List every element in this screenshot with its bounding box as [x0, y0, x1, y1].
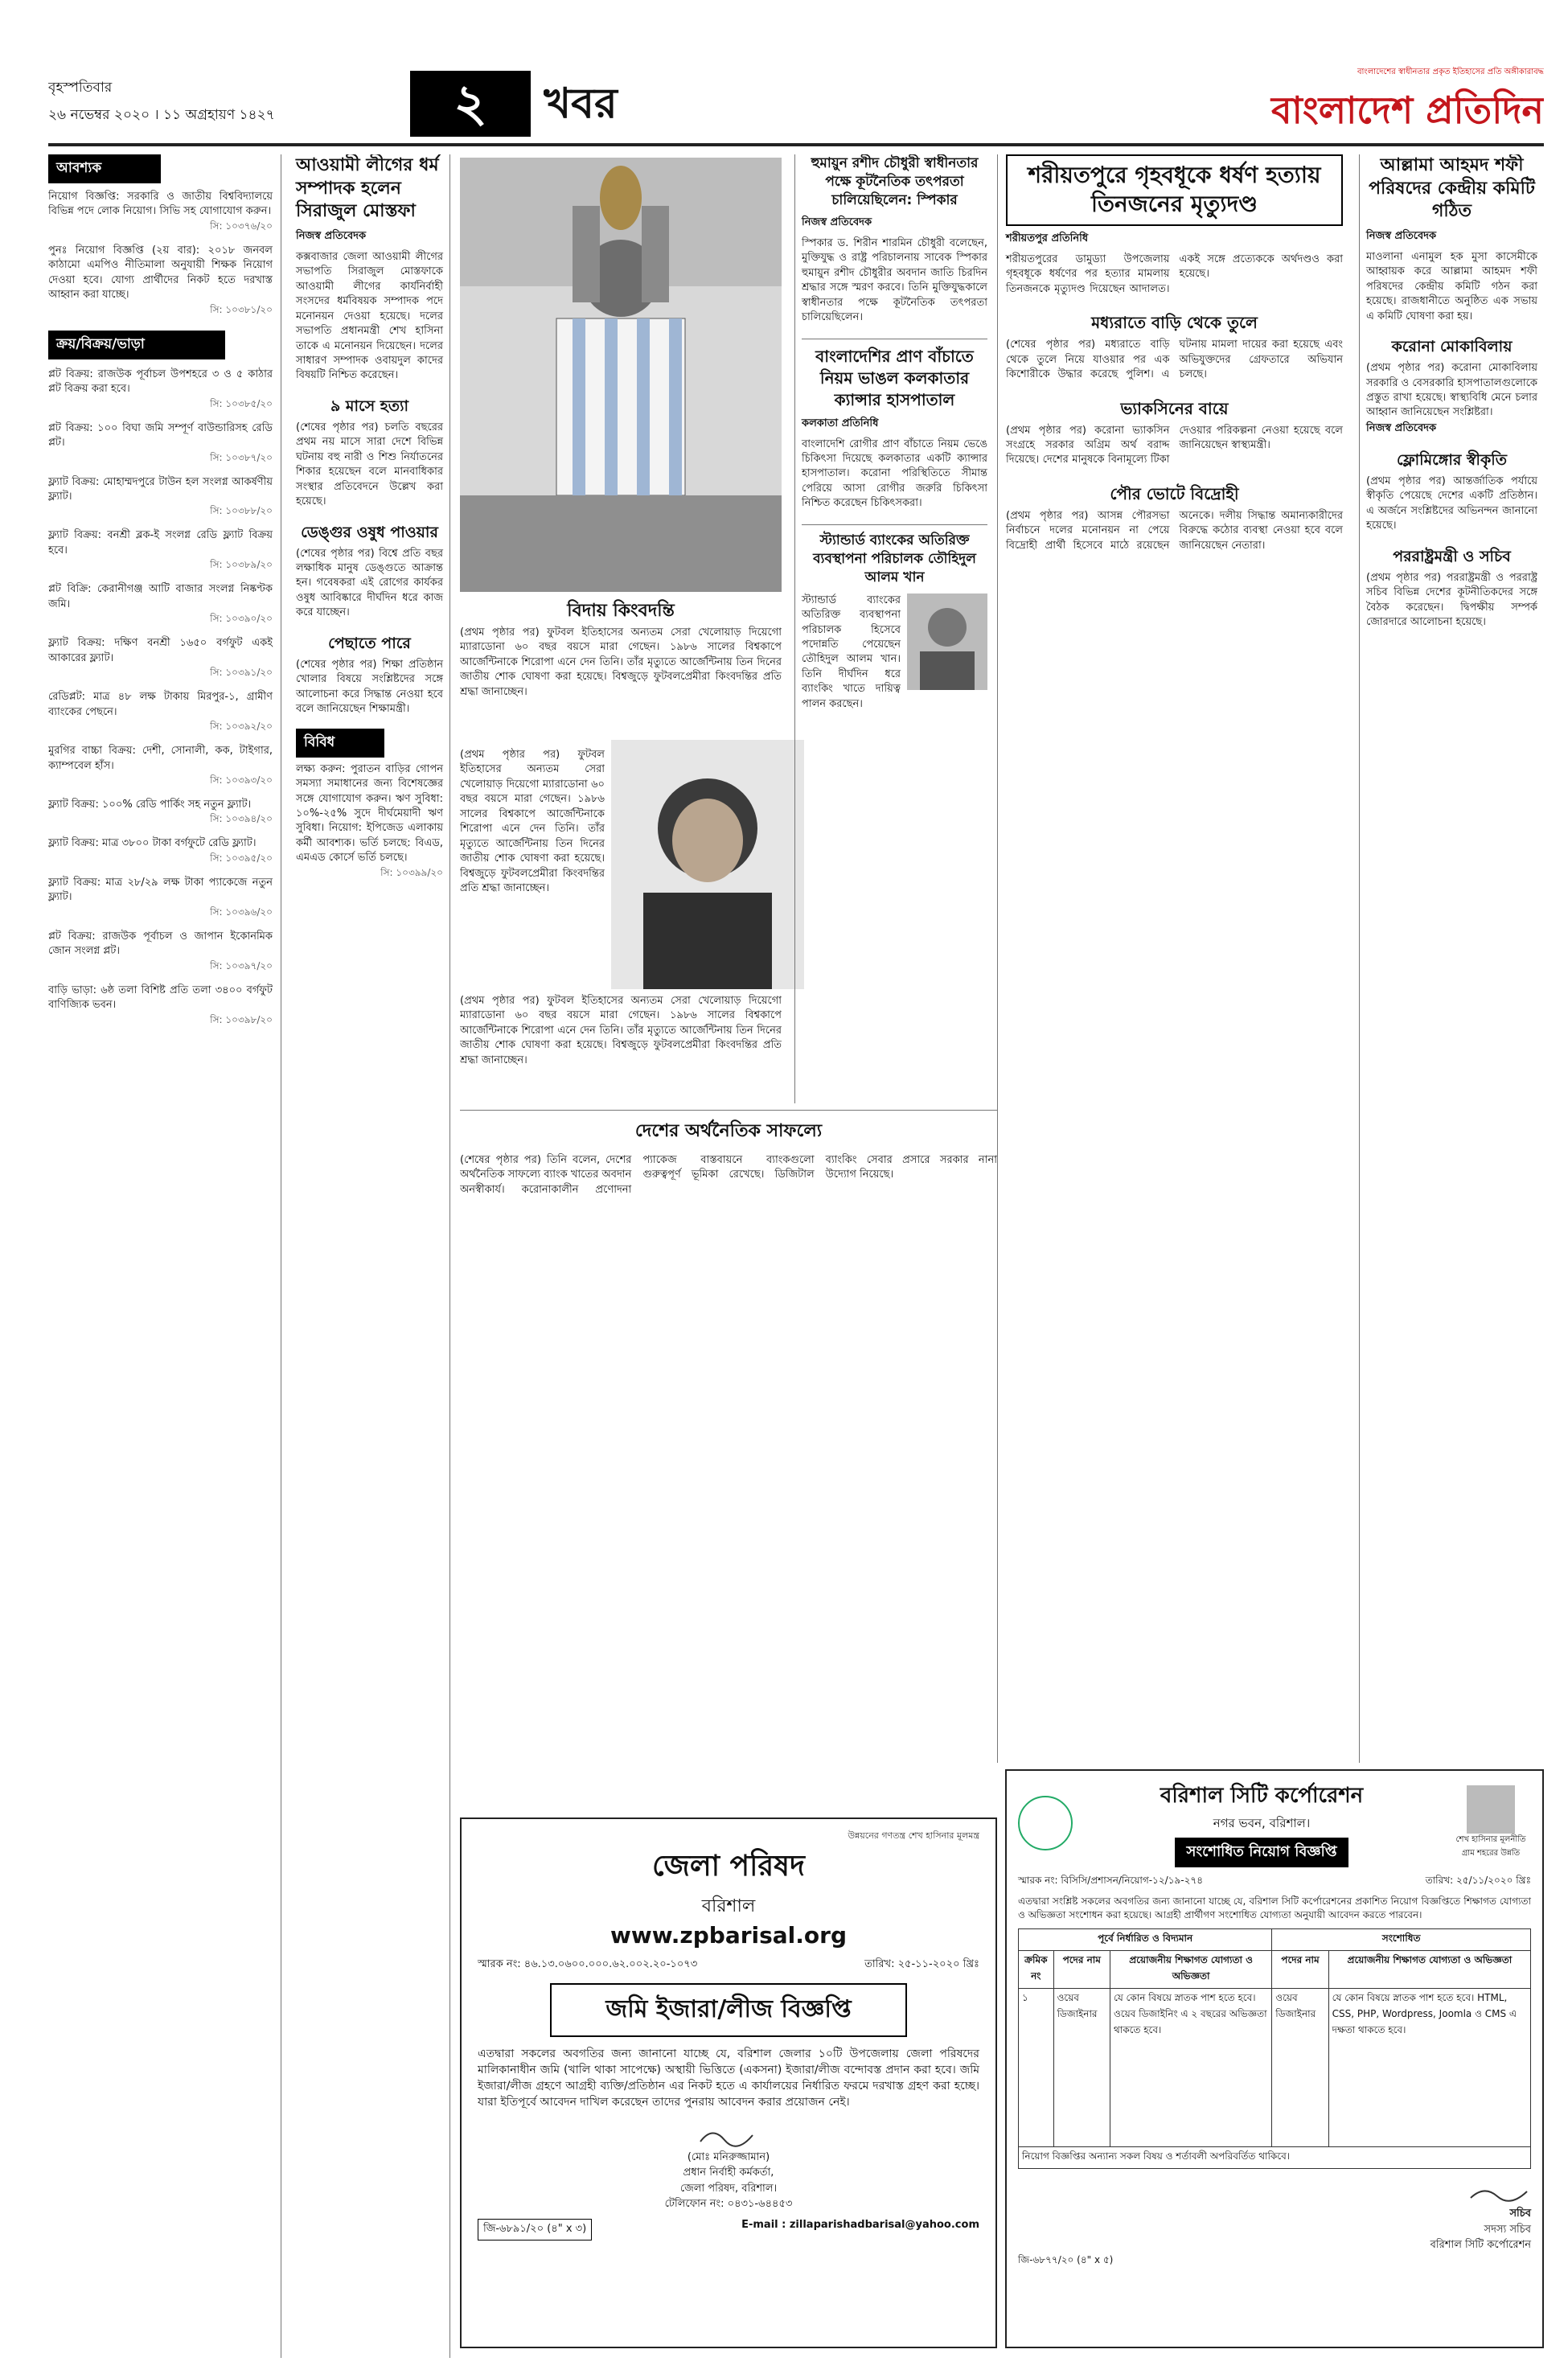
classified-job-2: পুনঃ নিয়োগ বিজ্ঞপ্তি (২য় বার): ২০১৮ জনবল কাঠামো এমপিও নীতিমালা অনুযায়ী শিক্ষক নিয়োগ দেওয়া হবে। যোগ্য প্রার্থীদের নিকট হতে দরখাস্ত আহ্বান করা যাচ্ছে। [48, 244, 273, 302]
bcc-title: বরিশাল সিটি কর্পোরেশন [1160, 1784, 1364, 1808]
bcc-row-prev: যে কোন বিষয়ে স্নাতক পাশ হতে হবে। ওয়েব ডিজাইনিং এ ২ বছরের অভিজ্ঞতা থাকতে হবে। [1110, 1989, 1271, 2147]
classified-item [48, 528, 273, 574]
classified-item [48, 930, 273, 975]
body-bibidh: লক্ষ্য করুন: পুরাতন বাড়ির গোপন সমস্যা সমাধানের জন্য বিশেষজ্ঞের সঙ্গে যোগাযোগ করুন। ঋণ সুবিধা: ১০%-২৫% সুদে দীর্ঘমেয়াদী ঋণ সুবিধা। নিয়োগ: ইপিজেড এলাকায় কর্মী আবশ্যক। ভর্তি চলছে: বিএড, এমএড কোর্সে ভর্তি চলছে। [296, 762, 443, 865]
photo-maradona-trophy [460, 158, 782, 592]
zp-title: জেলা পরিষদ [652, 1850, 805, 1883]
body-vaccine: (প্রথম পৃষ্ঠার পর) করোনা ভ্যাকসিন সংগ্রহে সরকার অগ্রিম অর্থ বরাদ্দ দিয়েছে। দেশের মানুষকে বিনামূল্যে টিকা দেওয়ার পরিকল্পনা নেওয়া হয়েছে বলে জানিয়েছেন স্বাস্থ্যমন্ত্রী। [1006, 424, 1343, 466]
classified-item-code: সি: ১০৩৯০/২০ [210, 613, 273, 625]
bcc-notice-title: সংশোধিত নিয়োগ বিজ্ঞপ্তি [1175, 1838, 1348, 1867]
headline-humayun: হুমায়ুন রশীদ চৌধুরী স্বাধীনতার পক্ষে কূটনৈতিক তৎপরতা চালিয়েছিলেন: স্পিকার [811, 155, 979, 208]
classified-item [48, 876, 273, 922]
zp-top-note: উন্নয়নের গণতন্ত্র শেখ হাসিনার মূলমন্ত্র [848, 1830, 979, 1841]
classified-header-wanted: আবশ্যক [48, 154, 161, 183]
body-humayun: স্পিকার ড. শিরীন শারমিন চৌধুরী বলেছেন, মুক্তিযুদ্ধ ও রাষ্ট্র পরিচালনায় সাবেক স্পিকার হুমায়ুন রশীদ চৌধুরীর অবদান জাতি চিরদিন শ্রদ্ধার সঙ্গে স্মরণ করবে। তিনি মুক্তিযুদ্ধকালে স্বাধীনতার পক্ষে কূটনৈতিক তৎপরতা চালিয়েছিলেন। [802, 236, 987, 324]
zp-memo-no: স্মারক নং: ৪৬.১৩.০৬০০.০০০.৬২.০০২.২০-১০৭৩ [478, 1958, 698, 1970]
bcc-table-head-new: সংশোধিত [1272, 1929, 1531, 1951]
zp-code: জি-৬৮৯১/২০ (৪" x ৩) [478, 2219, 592, 2241]
body-allama: মাওলানা এনামুল হক মুসা কাসেমীকে আহ্বায়ক করে আল্লামা আহমদ শফী পরিষদের কেন্দ্রীয় কমিটি গঠন করা হয়েছে। রাজধানীতে অনুষ্ঠিত এক সভায় এ কমিটি ঘোষণা করা হয়। [1366, 250, 1537, 322]
zp-notice-title: জমি ইজারা/লীজ বিজ্ঞপ্তি [550, 1983, 907, 2037]
zp-place: বরিশাল [701, 1896, 756, 1916]
headline-allama: আল্লামা আহমদ শফী পরিষদের কেন্দ্রীয় কমিটি গঠিত [1369, 155, 1535, 222]
bcc-row-num: ১ [1019, 1989, 1054, 2147]
bcc-subtitle: নগর ভবন, বরিশাল। [1213, 1816, 1311, 1830]
body-standard: স্ট্যান্ডার্ড ব্যাংকের অতিরিক্ত ব্যবস্থাপনা পরিচালক হিসেবে পদোন্নতি পেয়েছেন তৌহিদুল আলম খান। তিনি দীর্ঘদিন ধরে ব্যাংকিং খাতে দায়িত্ব পালন করছেন। [802, 594, 901, 710]
page-number-box: ২ [410, 71, 531, 137]
body-corona: (প্রথম পৃষ্ঠার পর) করোনা মোকাবিলায় সরকারি ও বেসরকারি হাসপাতালগুলোকে প্রস্তুত রাখা হয়েছে। স্বাস্থ্যবিধি মেনে চলার আহ্বান জানিয়েছেন সংশ্লিষ্টরা। [1366, 362, 1537, 419]
bcc-row-new: যে কোন বিষয়ে স্নাতক পাশ হতে হবে। HTML, CSS, PHP, Wordpress, Joomla ও CMS এ দক্ষতা থাকতে হবে। [1328, 1989, 1530, 2147]
bibidh-code: সি: ১০৩৯৯/২০ [380, 866, 443, 878]
bcc-col-2: পদের নাম [1053, 1951, 1110, 1989]
classified-item [48, 690, 273, 736]
body-cancer: বাংলাদেশি রোগীর প্রাণ বাঁচাতে নিয়ম ভেঙে চিকিৎসা দিয়েছে কলকাতার একটি ক্যান্সার হাসপাতাল। করোনা পরিস্থিতিতে সীমান্ত পেরিয়ে আসা রোগীর জরুরি চিকিৎসা নিশ্চিত করেছেন চিকিৎসকরা। [802, 437, 987, 510]
byline-cancer: কলকাতা প্রতিনিধি [802, 417, 879, 429]
bcc-signature-icon [1018, 2183, 1531, 2206]
classified-item-text: প্লট বিক্রয়: রাজউক পূর্বাচল ও জাপান ইকোনমিক জোন সংলগ্ন প্লট। [48, 930, 273, 958]
bcc-side-note: শেখ হাসিনার মূলনীতি গ্রাম শহরের উন্নতি [1455, 1835, 1526, 1858]
bcc-body: এতদ্বারা সংশ্লিষ্ট সকলের অবগতির জন্য জানানো যাচ্ছে যে, বরিশাল সিটি কর্পোরেশনের প্রকাশিত নিয়োগ বিজ্ঞপ্তিতে শিক্ষাগত যোগ্যতা ও অভিজ্ঞতা সংশোধন করা হয়েছে। আগ্রহী প্রার্থীগণ সংশোধিত যোগ্যতা অনুযায়ী আবেদন করতে পারবেন। [1018, 1896, 1531, 1921]
classified-item-code: সি: ১০৩৯৮/২০ [210, 1013, 273, 1025]
bcc-col-4: পদের নাম [1272, 1951, 1328, 1989]
classified-item-text: প্লট বিক্রয়: ১০০ বিঘা জমি সম্পূর্ণ বাউন্ডারিসহ রেডি প্লট। [48, 421, 273, 450]
classified-item [48, 984, 273, 1029]
classified-item-code: সি: ১০৩৮৯/২০ [210, 559, 273, 571]
bcc-date: তারিখ: ২৫/১১/২০২০ খ্রিঃ [1425, 1875, 1531, 1886]
bcc-row-post: ওয়েব ডিজাইনার [1053, 1989, 1110, 2147]
headline-shariatpur: শরীয়তপুরে গৃহবধূকে ধর্ষণ হত্যায় তিনজনের মৃত্যুদণ্ড [1006, 154, 1343, 226]
body-pechhate: (শেষের পৃষ্ঠার পর) শিক্ষা প্রতিষ্ঠান খোলার বিষয়ে সংশ্লিষ্টদের সঙ্গে আলোচনা করে সিদ্ধান্ত নেওয়া হবে বলে জানিয়েছেন শিক্ষামন্ত্রী। [296, 658, 443, 716]
classified-item-text: প্লট বিক্রয়: রাজউক পূর্বাচল উপশহরে ৩ ও ৫ কাঠার প্লট বিক্রয় করা হবে। [48, 368, 273, 396]
zp-website[interactable]: www.zpbarisal.org [610, 1922, 847, 1949]
bcc-table-head-prev: পূর্বে নির্ধারিত ও বিদ্যমান [1019, 1929, 1272, 1951]
classified-item-text: ফ্ল্যাট বিক্রয়: বনশ্রী ব্লক-ই সংলগ্ন রেডি ফ্ল্যাট বিক্রয় হবে। [48, 529, 273, 557]
bcc-col-5: প্রয়োজনীয় শিক্ষাগত যোগ্যতা ও অভিজ্ঞতা [1328, 1951, 1530, 1989]
body-midnight: (শেষের পৃষ্ঠার পর) মধ্যরাতে বাড়ি থেকে তুলে নিয়ে যাওয়ার পর এক কিশোরীকে উদ্ধার করেছে পুলিশ। এ ঘটনায় মামলা দায়ের করা হয়েছে এবং অভিযুক্তদের গ্রেফতারে অভিযান চলছে। [1006, 339, 1343, 381]
classified-item-code: সি: ১০৩৮৫/২০ [210, 397, 273, 409]
classified-item [48, 421, 273, 467]
classified-item-text: ফ্ল্যাট বিক্রয়: মাত্র ৩৮০০ টাকা বর্গফুটে রেডি ফ্ল্যাট। [48, 837, 257, 850]
bcc-col-3: প্রয়োজনীয় শিক্ষাগত যোগ্যতা ও অভিজ্ঞতা [1110, 1951, 1271, 1989]
body-flamingo: (প্রথম পৃষ্ঠার পর) আন্তর্জাতিক পর্যায়ে স্বীকৃতি পেয়েছে দেশের একটি প্রতিষ্ঠান। এ অর্জনে সংশ্লিষ্টদের অভিনন্দন জানানো হয়েছে। [1366, 474, 1537, 532]
classified-item [48, 636, 273, 682]
zp-email[interactable]: E-mail : zillaparishadbarisal@yahoo.com [741, 2218, 979, 2231]
headline-awami: আওয়ামী লীগের ধর্ম সম্পাদক হলেন সিরাজুল মোস্তফা [296, 155, 439, 222]
zp-footer [478, 2219, 979, 2241]
humayun-column [794, 154, 987, 1103]
body-maradona-bottom: (প্রথম পৃষ্ঠার পর) ফুটবল ইতিহাসের অন্যতম সেরা খেলোয়াড় দিয়েগো ম্যারাডোনা ৬০ বছর বয়সে মারা গেছেন। ১৯৮৬ সালের বিশ্বকাপে আর্জেন্টিনাকে শিরোপা এনে দেন তিনি। তাঁর মৃত্যুতে আর্জেন্টিনায় তিন দিনের জাতীয় শোক ঘোষণা করা হয়েছে। বিশ্বজুড়ে ফুটবলপ্রেমীরা কিংবদন্তির প্রতি শ্রদ্ধা জানাচ্ছেন। [460, 995, 782, 1066]
bcc-col-1: ক্রমিক নং [1019, 1951, 1054, 1989]
masthead-rule [48, 143, 1544, 146]
bcc-leader-photo [1467, 1785, 1515, 1834]
headline-cancer: বাংলাদেশির প্রাণ বাঁচাতে নিয়ম ভাঙল কলকাতার ক্যান্সার হাসপাতাল [802, 339, 987, 411]
bcc-signature-title: সচিব [1509, 2208, 1531, 2220]
shariatpur-column [997, 154, 1351, 1763]
masthead-date-block [48, 77, 402, 133]
classified-item [48, 798, 273, 828]
classified-item-text: বাড়ি ভাড়া: ৬ষ্ঠ তলা বিশিষ্ট প্রতি তলা ৩৪০০ বর্গফুট বাণিজ্যিক ভবন। [48, 984, 273, 1012]
zp-signature-icon [478, 2126, 979, 2150]
headline-pourovote: পৌর ভোটে বিদ্রোহী [1110, 483, 1239, 503]
newspaper-logo: বাংলাদেশ প্রতিদিন [1270, 88, 1544, 132]
classified-item-text: মুরগির বাচ্চা বিক্রয়: দেশী, সোনালী, কক, টাইগার, ক্যাম্পবেল হাঁস। [48, 745, 273, 772]
far-right-column [1359, 154, 1544, 1763]
headline-foreign: পররাষ্ট্রমন্ত্রী ও সচিব [1393, 547, 1511, 565]
classified-item-code: সি: ১০৩৯৩/২০ [210, 774, 273, 786]
headline-vaccine: ভ্যাকসিনের বায়ে [1120, 398, 1229, 418]
classified-job-1: নিয়োগ বিজ্ঞপ্তি: সরকারি ও জাতীয় বিশ্ববিদ্যালয়ে বিভিন্ন পদে লোক নিয়োগ। সিভি সহ যোগাযোগ করুন। [48, 191, 273, 218]
byline-corona: নিজস্ব প্রতিবেদক [1366, 421, 1437, 434]
classified-item-code: সি: ১০৩৯৭/২০ [210, 959, 273, 971]
zp-memo-row [478, 1957, 979, 1974]
classified-item-code: সি: ১০৩৮৮/২০ [210, 505, 273, 517]
body-maradona-top: (প্রথম পৃষ্ঠার পর) ফুটবল ইতিহাসের অন্যতম সেরা খেলোয়াড় দিয়েগো ম্যারাডোনা ৬০ বছর বয়সে মারা গেছেন। ১৯৮৬ সালের বিশ্বকাপে আর্জেন্টিনাকে শিরোপা এনে দেন তিনি। তাঁর মৃত্যুতে আর্জেন্টিনায় তিন দিনের জাতীয় শোক ঘোষণা করা হয়েছে। বিশ্বজুড়ে ফুটবলপ্রেমীরা কিংবদন্তির প্রতি শ্রদ্ধা জানাচ্ছেন। [460, 626, 782, 698]
bcc-table [1018, 1928, 1531, 2169]
bcc-row-post-new: ওয়েব ডিজাইনার [1272, 1989, 1328, 2147]
ad-zp-barisal [460, 1817, 997, 2348]
byline-humayun: নিজস্ব প্রতিবেদক [802, 216, 872, 228]
classified-job-2-code: সি: ১০৩৮১/২০ [210, 303, 273, 315]
headline-flamingo: ফ্লোমিঙ্গোর স্বীকৃতি [1397, 450, 1507, 469]
bcc-signature-org: বরিশাল সিটি কর্পোরেশন [1430, 2239, 1531, 2252]
classified-item-text: ফ্ল্যাট বিক্রয়: মাত্র ২৮/২৯ লক্ষ টাকা প্যাকেজে নতুন ফ্ল্যাট। [48, 876, 273, 904]
headline-maradona: বিদায় কিংবদন্তি [567, 601, 675, 621]
headline-pechhate: পেছাতে পারে [328, 634, 411, 652]
classified-item-code: সি: ১০৩৯৬/২০ [210, 906, 273, 918]
zp-phone: টেলিফোন নং: ০৪৩১-৬৪৪৫৩ [664, 2198, 793, 2210]
byline-shariatpur: শরীয়তপুর প্রতিনিধি [1006, 232, 1089, 244]
zp-officer: (মোঃ মনিরুজ্জামান) [687, 2150, 770, 2163]
section-title: খবর [544, 80, 618, 128]
bcc-header [1018, 1779, 1531, 1867]
classified-item-code: সি: ১০৩৯৪/২০ [210, 813, 273, 825]
classified-item-text: ফ্ল্যাট বিক্রয়: দক্ষিণ বনশ্রী ১৬৫০ বর্গফুট একই আকারের ফ্ল্যাট। [48, 637, 273, 664]
masthead-date: ২৬ নভেম্বর ২০২০ । ১১ অগ্রহায়ণ ১৪২৭ [48, 107, 275, 123]
bcc-signature-line: সদস্য সচিব [1484, 2223, 1531, 2236]
bibidh-header: বিবিধ [296, 729, 384, 758]
body-foreign: (প্রথম পৃষ্ঠার পর) পররাষ্ট্রমন্ত্রী ও পররাষ্ট্র সচিব বিভিন্ন দেশের কূটনীতিকদের সঙ্গে বৈঠক করেছেন। দ্বিপক্ষীয় সম্পর্ক জোরদারে আলোচনা হয়েছে। [1366, 571, 1537, 629]
bcc-title-block [1081, 1779, 1443, 1867]
zp-date: তারিখ: ২৫-১১-২০২০ খ্রিঃ [864, 1958, 979, 1970]
classified-item-text: প্লট বিক্রি: কেরানীগঞ্জ আটি বাজার সংলগ্ন নিষ্কণ্টক জমি। [48, 583, 273, 610]
zp-signature-block [478, 2126, 979, 2212]
bcc-memo-no: স্মারক নং: বিসিসি/প্রশাসন/নিয়োগ-১২/১৯-২৭৪ [1018, 1875, 1203, 1886]
masthead-tagline: বাংলাদেশের স্বাধীনতার প্রকৃত ইতিহাসের প্রতি অঙ্গীকারাবদ্ধ [1357, 68, 1544, 76]
classified-list [48, 368, 273, 1029]
classified-item [48, 582, 273, 628]
classified-job-1-code: সি: ১০৩৭৬/২০ [210, 220, 273, 232]
byline-allama: নিজস্ব প্রতিবেদক [1366, 229, 1437, 242]
portrait-photo-icon [611, 740, 804, 989]
classifieds-column [48, 154, 281, 2358]
byline-awami: নিজস্ব প্রতিবেদক [296, 229, 367, 242]
body-economy: (শেষের পৃষ্ঠার পর) তিনি বলেন, দেশের অর্থনৈতিক সাফল্যে ব্যাংক খাতের অবদান অনস্বীকার্য। করোনাকালীন প্রণোদনা প্যাকেজ বাস্তবায়নে ব্যাংকগুলো গুরুত্বপূর্ণ ভূমিকা রেখেছে। ডিজিটাল ব্যাংকিং সেবার প্রসারে সরকার নানা উদ্যোগ নিয়েছে। [460, 1154, 997, 1196]
headline-economy: দেশের অর্থনৈতিক সাফল্যে [634, 1121, 823, 1141]
standard-body-row [802, 594, 987, 713]
zp-office: জেলা পরিষদ, বরিশাল। [679, 2182, 778, 2195]
headline-standard: স্ট্যান্ডার্ড ব্যাংকের অতিরিক্ত ব্যবস্থাপনা পরিচালক তৌহিদুল আলম খান [802, 524, 987, 587]
classified-item-code: সি: ১০৩৯৫/২০ [210, 852, 273, 864]
classified-item [48, 475, 273, 521]
classified-item-text: ফ্ল্যাট বিক্রয়: মোহাম্মদপুরে টাউন হল সংলগ্ন আকর্ষণীয় ফ্ল্যাট। [48, 475, 273, 503]
zp-officer-title: প্রধান নির্বাহী কর্মকর্তা, [683, 2167, 774, 2179]
body-dengue: (শেষের পৃষ্ঠার পর) বিশ্বে প্রতি বছর লক্ষাধিক মানুষ ডেঙ্গুতে আক্রান্ত হন। গবেষকরা এই রোগের কার্যকর ওষুধ আবিষ্কারে দীর্ঘদিন ধরে কাজ করে যাচ্ছেন। [296, 547, 443, 619]
classified-item [48, 368, 273, 413]
economy-article [460, 1110, 997, 1809]
body-maradona-side: (প্রথম পৃষ্ঠার পর) ফুটবল ইতিহাসের অন্যতম সেরা খেলোয়াড় দিয়েগো ম্যারাডোনা ৬০ বছর বয়সে মারা গেছেন। ১৯৮৬ সালের বিশ্বকাপে আর্জেন্টিনাকে শিরোপা এনে দেন তিনি। তাঁর মৃত্যুতে আর্জেন্টিনায় তিন দিনের জাতীয় শোক ঘোষণা করা হয়েছে। বিশ্বজুড়ে ফুটবলপ্রেমীরা কিংবদন্তির প্রতি শ্রদ্ধা জানাচ্ছেন। [460, 749, 605, 895]
photo-tauhidul [907, 594, 987, 690]
masthead-day: বৃহস্পতিবার [48, 80, 113, 96]
zp-body: এতদ্বারা সকলের অবগতির জন্য জানানো যাচ্ছে যে, বরিশাল জেলার ১০টি উপজেলায় জেলা পরিষদের মালিকানাধীন জমি (খালি থাকা সাপেক্ষে) অস্থায়ী ভিত্তিতে (একসনা) ইজারা/লীজ বন্দোবস্ত প্রদান করা হবে। জমি ইজারা/লীজ গ্রহণে আগ্রহী ব্যক্তি/প্রতিষ্ঠান এর নিকট হতে এ কার্যালয়ের নির্ধারিত ফরমে দরখাস্ত গ্রহণ করা হচ্ছে। যারা ইতিপূর্বে আবেদন দাখিল করেছেন তাদের পুনরায় আবেদন করার প্রয়োজন নেই। [478, 2047, 979, 2109]
classified-item [48, 744, 273, 790]
bcc-logo-icon [1018, 1796, 1073, 1850]
classified-item-text: রেডিপ্লট: মাত্র ৪৮ লক্ষ টাকায় মিরপুর-১, গ্রামীণ ব্যাংকের পেছনে। [48, 691, 273, 718]
headline-midnight: মধ্যরাতে বাড়ি থেকে তুলে [1091, 313, 1258, 333]
classified-item-code: সি: ১০৩৯১/২০ [210, 667, 273, 679]
headline-corona: করোনা মোকাবিলায় [1391, 338, 1513, 356]
bcc-signature-block [1018, 2183, 1531, 2253]
trophy-photo-icon [460, 158, 782, 592]
classified-header-sale: ক্রয়/বিক্রয়/ভাড়া [48, 331, 225, 359]
body-pourovote: (প্রথম পৃষ্ঠার পর) আসন্ন পৌরসভা নির্বাচনে দলের মনোনয়ন না পেয়ে বিদ্রোহী প্রার্থী হিসেবে মাঠে রয়েছেন অনেকে। দলীয় সিদ্ধান্ত অমান্যকারীদের বিরুদ্ধে কঠোর ব্যবস্থা নেওয়া হবে বলে জানিয়েছেন নেতারা। [1006, 509, 1343, 552]
bcc-footer-note: নিয়োগ বিজ্ঞপ্তির অন্যান্য সকল বিষয় ও শর্তাবলী অপরিবর্তিত থাকিবে। [1019, 2147, 1531, 2169]
ad-barisal-city-corporation [1005, 1769, 1544, 2348]
classified-item [48, 836, 273, 867]
headline-nine-month: ৯ মাসে হত্যা [330, 396, 409, 415]
column-two [289, 154, 450, 2358]
classified-item-text: ফ্ল্যাট বিক্রয়: ১০০% রেডি পার্কিং সহ নতুন ফ্ল্যাট। [48, 798, 252, 811]
body-awami: কক্সবাজার জেলা আওয়ামী লীগের সভাপতি সিরাজুল মোস্তফাকে আওয়ামী লীগের কার্যনির্বাহী সংসদের ধর্মবিষয়ক সম্পাদক পদে মনোনয়ন দেওয়া হয়েছে। দলের সভাপতি প্রধানমন্ত্রী শেখ হাসিনা তাকে এ মনোনয়ন দিয়েছেন। দলের সাধারণ সম্পাদক ওবায়দুল কাদের বিষয়টি নিশ্চিত করেছেন। [296, 250, 443, 382]
classified-item-code: সি: ১০৩৯২/২০ [210, 721, 273, 733]
body-nine-month: (শেষের পৃষ্ঠার পর) চলতি বছরের প্রথম নয় মাসে সারা দেশে বিভিন্ন ঘটনায় বহু নারী ও শিশু নির্যাতনের শিকার হয়েছেন বলে মানবাধিকার সংস্থার প্রতিবেদনে উল্লেখ করা হয়েছে। [296, 421, 443, 508]
classified-item-code: সি: ১০৩৮৭/২০ [210, 451, 273, 463]
bcc-memo-row [1018, 1874, 1531, 1890]
body-shariatpur: শরীয়তপুরের ডামুড্যা উপজেলায় গৃহবধূকে ধর্ষণের পর হত্যার মামলায় তিনজনকে মৃত্যুদণ্ড দিয়েছেন আদালত। একই সঙ্গে প্রত্যেককে অর্থদণ্ডও করা হয়েছে। [1006, 253, 1343, 295]
photo-maradona-portrait [611, 740, 804, 989]
bcc-side-note-block [1451, 1785, 1531, 1861]
person-photo-icon [907, 594, 987, 690]
headline-dengue: ডেঙ্গুর ওষুধ পাওয়ার [301, 523, 438, 541]
bcc-code: জি-৬৮৭৭/২০ (৪" x ৫) [1018, 2253, 1114, 2265]
